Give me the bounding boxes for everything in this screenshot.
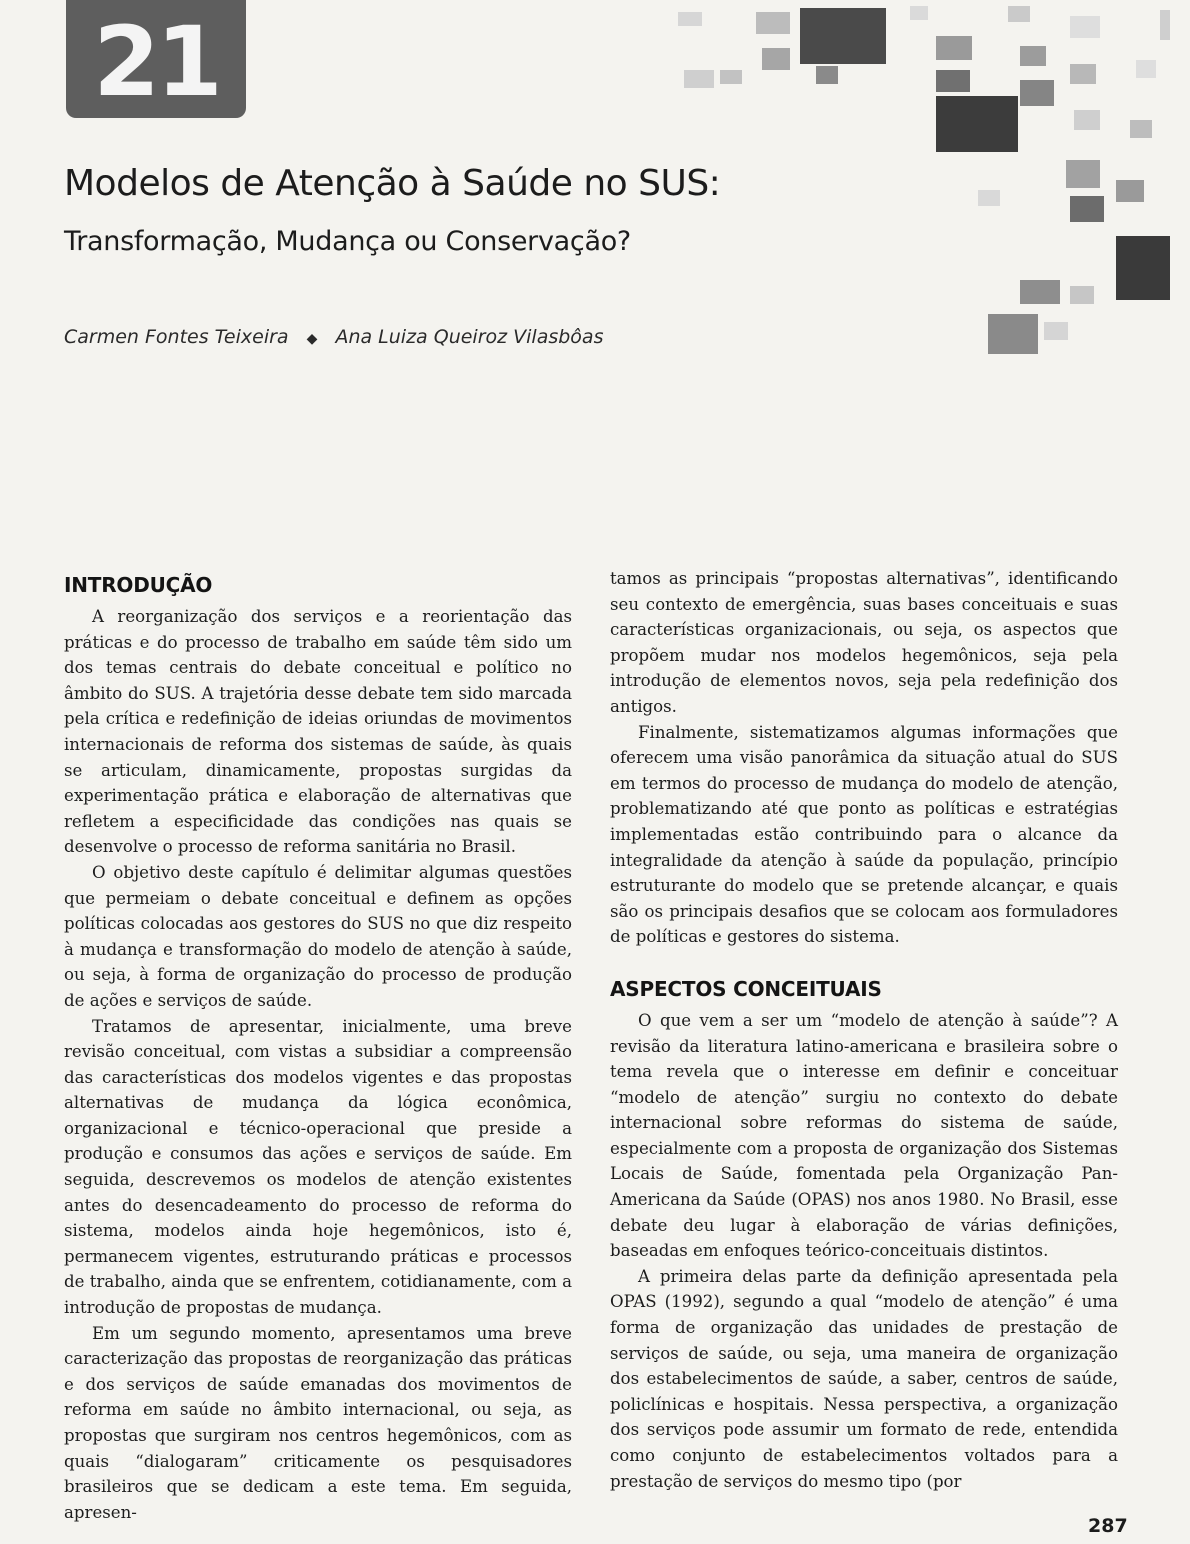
body-paragraph: tamos as principais “propostas alternativas”, identificando seu contexto de emergência, suas bases conceituais e suas características organizacionais, ou seja, os aspectos que propõem mudar nos modelos hegemônicos, seja pela introdução de elementos novos, seja pela redefinição dos antigos.	[610, 569, 1118, 716]
page-number: 287	[1088, 1515, 1128, 1537]
chapter-title: Modelos de Atenção à Saúde no SUS:	[64, 163, 721, 204]
chapter-number-badge	[66, 0, 246, 118]
chapter-subtitle: Transformação, Mudança ou Conservação?	[64, 226, 631, 257]
right-column	[610, 566, 1118, 1494]
author-name: Carmen Fontes Teixeira	[64, 326, 289, 348]
body-paragraph: Em um segundo momento, apresentamos uma breve caracterização das propostas de reorganização das práticas e dos serviços de saúde emanadas dos movimentos de reforma em saúde no âmbito internacional, ou seja, as propostas que surgiram nos centros hegemônicos, com as quais “dialogaram” criticamente os pesquisadores brasileiros que se dedicam a este tema. Em seguida, apresen-	[64, 1323, 572, 1522]
body-paragraph: Finalmente, sistematizamos algumas informações que oferecem uma visão panorâmica da situação atual do SUS em termos do processo de mudança do modelo de atenção, problematizando até que ponto as políticas e estratégias implementadas estão contribuindo para o alcance da integralidade da atenção à saúde da população, princípio estruturante do modelo que se pretende alcançar, e quais são os principais desafios que se colocam aos formuladores de políticas e gestores do sistema.	[610, 722, 1118, 947]
body-paragraph: A reorganização dos serviços e a reorientação das práticas e do processo de trabalho em saúde têm sido um dos temas centrais do debate conceitual e político no âmbito do SUS. A trajetória desse debate tem sido marcada pela crítica e redefinição de ideias oriundas de movimentos internacionais de reforma dos sistemas de saúde, às quais se articulam, dinamicamente, propostas surgidas da experimentação prática e elaboração de alternativas que refletem a especificidade das condições nas quais se desenvolve o processo de reforma sanitária no Brasil.	[64, 607, 572, 857]
diamond-separator-icon: ◆	[306, 331, 318, 347]
left-column	[64, 566, 572, 1525]
decorative-square-pattern	[660, 0, 1190, 380]
section-heading: ASPECTOS CONCEITUAIS	[610, 976, 882, 1001]
author-name: Ana Luiza Queiroz Vilasbôas	[335, 326, 604, 348]
section-heading: INTRODUÇÃO	[64, 573, 213, 597]
body-paragraph: Tratamos de apresentar, inicialmente, uma breve revisão conceitual, com vistas a subsidiar a compreensão das características dos modelos vigentes e das propostas alternativas de mudança da lógica econômica, organizacional e técnico-operacional que preside a produção e consumos das ações e serviços de saúde. Em seguida, descrevemos os modelos de atenção existentes antes do desencadeamento do processo de reforma do sistema, modelos ainda hoje hegemônicos, isto é, permanecem vigentes, estruturando práticas e processos de trabalho, ainda que se enfrentem, cotidianamente, com a introdução de propostas de mudança.	[64, 1016, 572, 1318]
body-paragraph: A primeira delas parte da definição apresentada pela OPAS (1992), segundo a qual “modelo de atenção” é uma forma de organização das unidades de prestação de serviços de saúde, ou seja, uma maneira de organização dos estabelecimentos de saúde, a saber, centros de saúde, policlínicas e hospitais. Nessa perspectiva, a organização dos serviços pode assumir um formato de rede, entendida como conjunto de estabelecimentos voltados para a prestação de serviços do mesmo tipo (por	[610, 1266, 1118, 1491]
body-paragraph: O que vem a ser um “modelo de atenção à saúde”? A revisão da literatura latino-americana e brasileira sobre o tema revela que o interesse em definir e conceituar “modelo de atenção” surgiu no contexto do debate internacional sobre reformas do sistema de saúde, especialmente com a proposta de organização dos Sistemas Locais de Saúde, fomentada pela Organização Pan-Americana da Saúde (OPAS) nos anos 1980. No Brasil, esse debate deu lugar à elaboração de várias definições, baseadas em enfoques teórico-conceituais distintos.	[610, 1010, 1118, 1261]
body-paragraph: O objetivo deste capítulo é delimitar algumas questões que permeiam o debate conceitual e definem as opções políticas colocadas aos gestores do SUS no que diz respeito à mudança e transformação do modelo de atenção à saúde, ou seja, à forma de organização do processo de produção de ações e serviços de saúde.	[64, 862, 572, 1010]
chapter-number: 21	[93, 6, 219, 118]
author-line	[64, 326, 603, 348]
